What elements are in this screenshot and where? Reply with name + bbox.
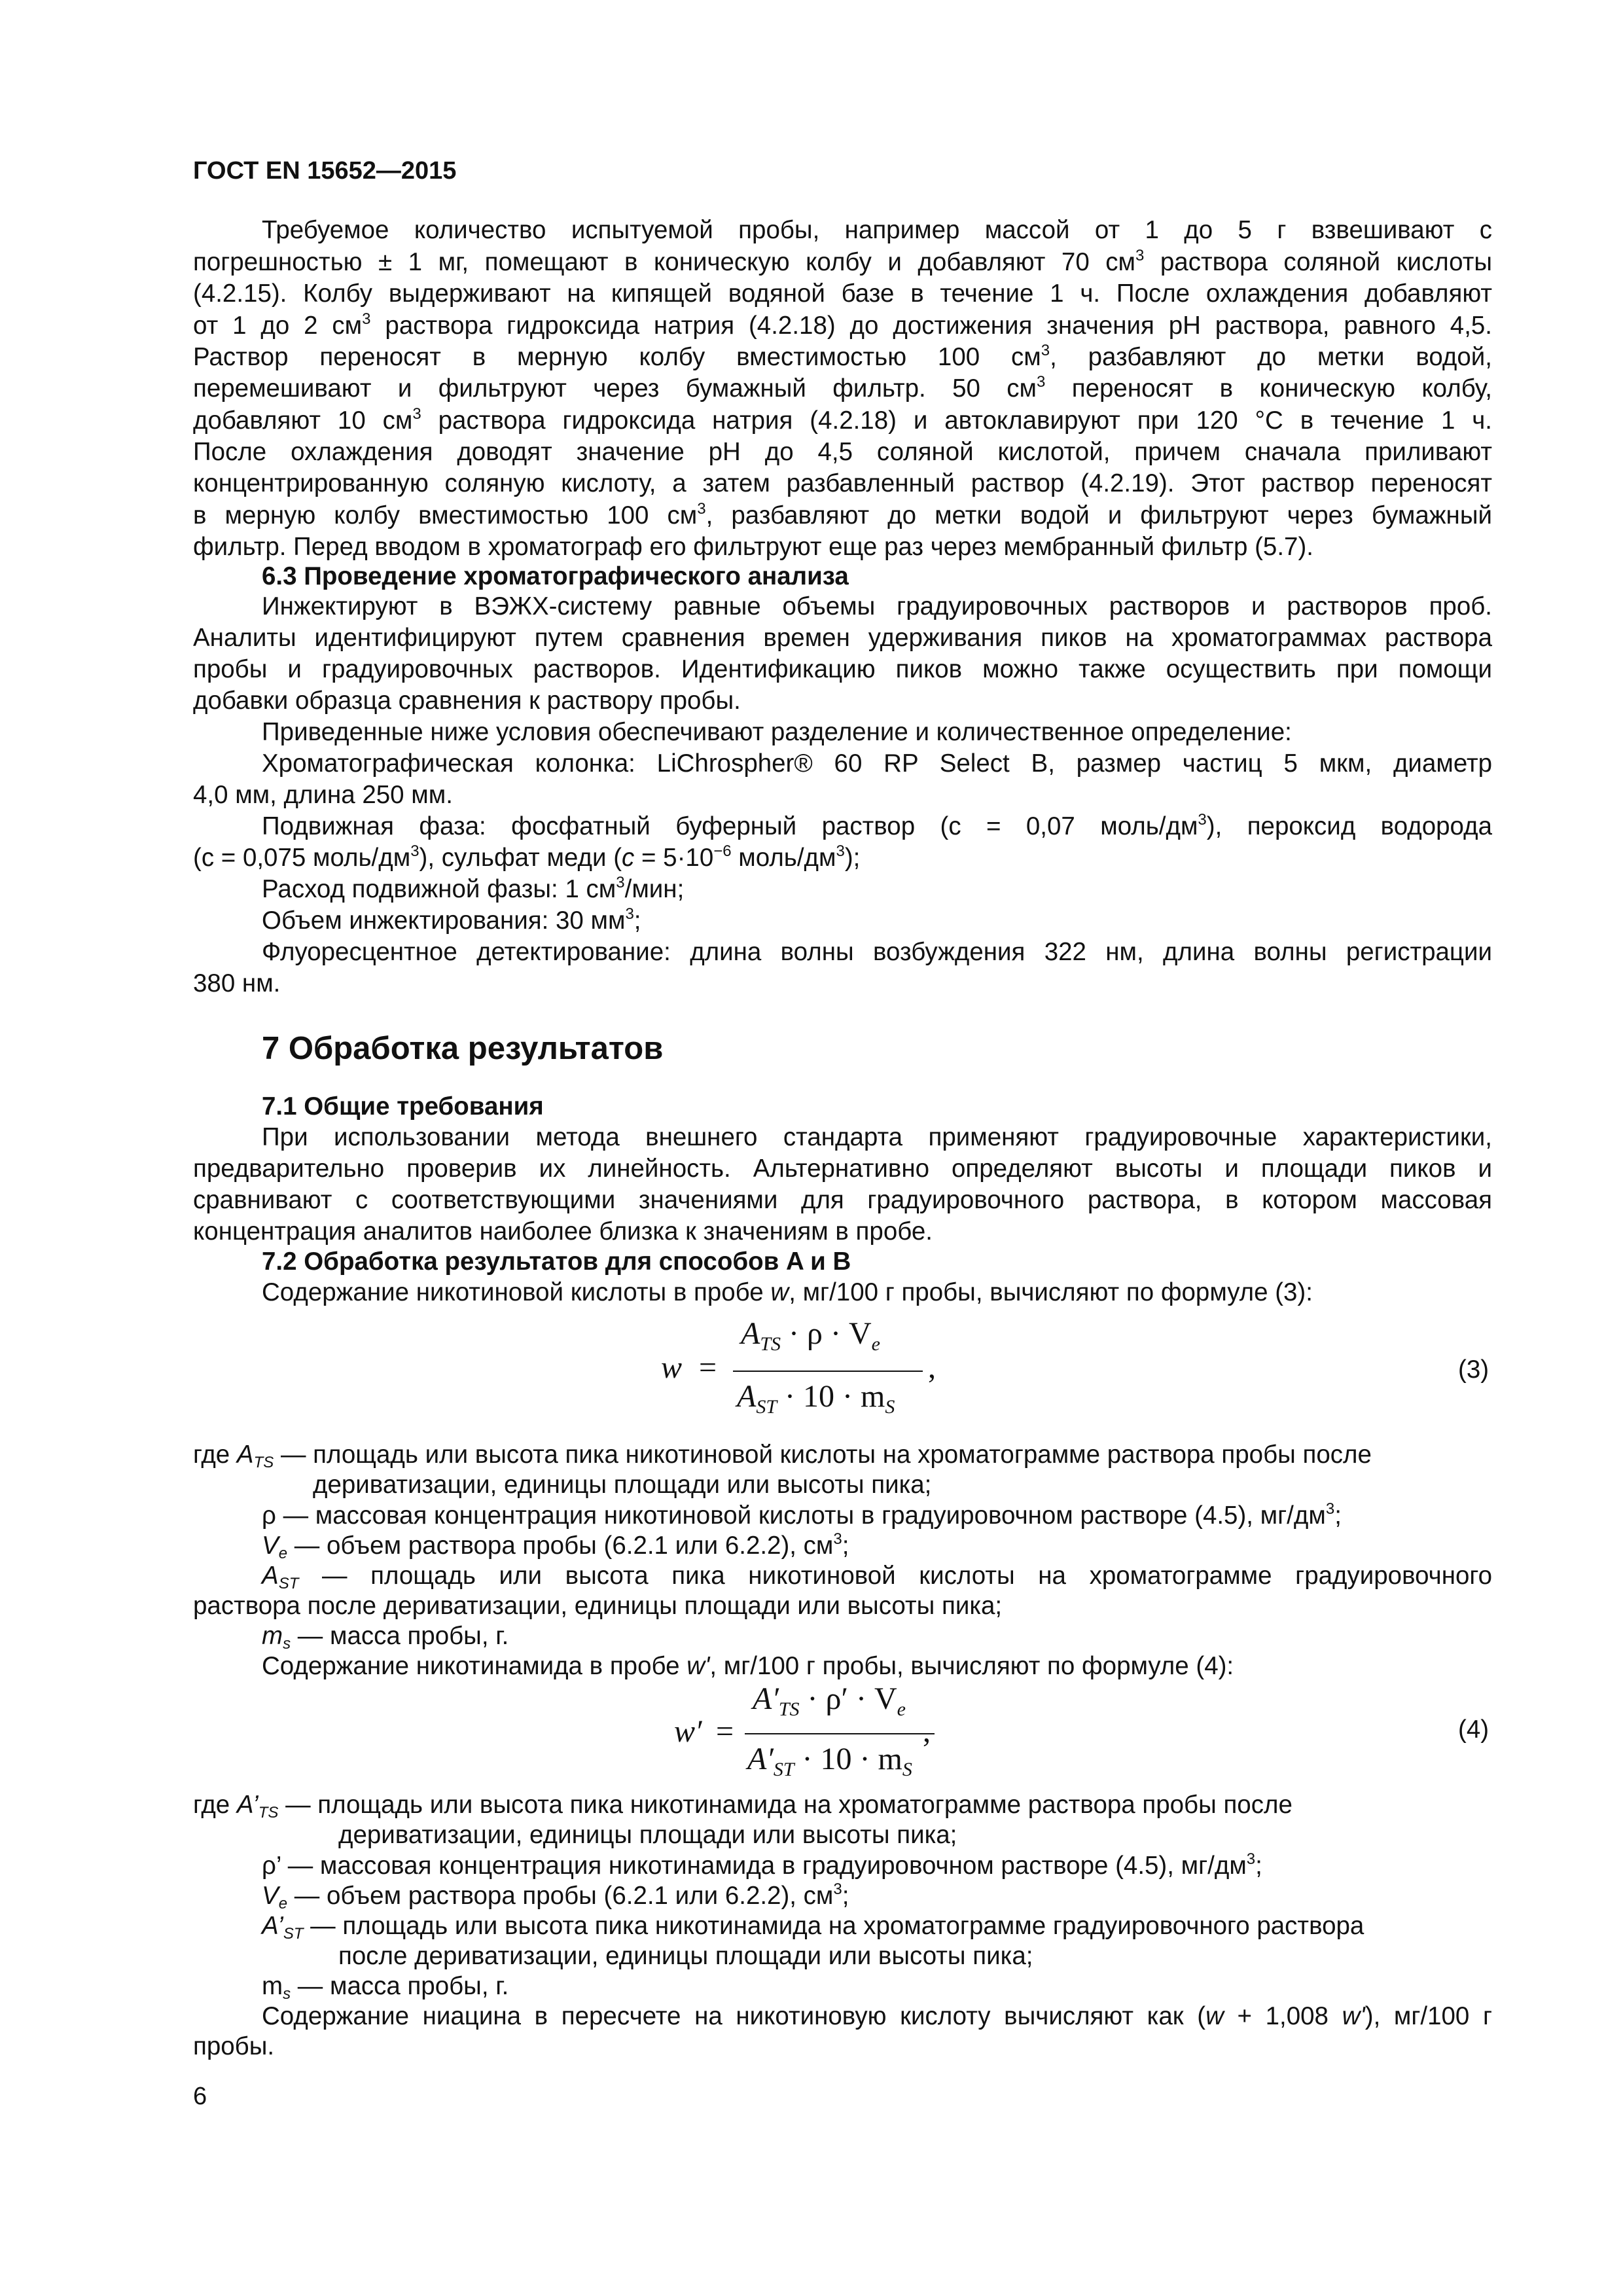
definition-line: ρ — массовая концентрация никотиновой кислоты в градуировочном растворе (4.5), $мг/дм^3$;	[262, 1500, 1342, 1530]
paragraph-line: Инжектируют в ВЭЖХ-систему равные объемы градуировочных растворов и растворов проб.	[262, 592, 1492, 620]
paragraph-line: Флуоресцентное детектирование: длина волны возбуждения 322 нм, длина волны регистрации	[262, 938, 1492, 966]
definition-line: дериватизации, единицы площади или высоты пика;	[313, 1471, 932, 1499]
section-heading-7: 7 Обработка результатов	[262, 1031, 664, 1066]
formula-numerator: $A'_{TS} \cdot \rho' \cdot V_e$	[753, 1681, 906, 1720]
definition-line: где $A_{TS}$ — площадь или высота пика никотиновой кислоты на хроматограмме раствора пробы после	[193, 1441, 1372, 1471]
paragraph-line: фильтр. Перед вводом в хроматограф его фильтруют еще раз через мембранный фильтр (5.7).	[193, 533, 1313, 561]
fraction-bar	[745, 1733, 935, 1734]
paragraph-line: Содержание никотинамида в пробе w', мг/100 г пробы, вычисляют по формуле (4):	[262, 1652, 1234, 1680]
definition-line: где $A’_{TS}$ — площадь или высота пика никотинамида на хроматограмме раствора пробы после	[193, 1791, 1293, 1821]
section-heading-7-2: 7.2 Обработка результатов для способов A и B	[262, 1247, 851, 1276]
paragraph-line: пробы.	[193, 2032, 275, 2060]
paragraph-line: концентрированную соляную кислоту, а затем разбавленный раствор (4.2.19). Этот раствор переносят	[193, 469, 1492, 497]
section-heading-7-1: 7.1 Общие требования	[262, 1092, 544, 1121]
formula-equals: =	[699, 1350, 717, 1385]
formula-comma: ,	[928, 1350, 936, 1385]
formula-number-4: (4)	[1458, 1715, 1489, 1744]
paragraph-line: (с = 0,075 моль/$дм^3$), сульфат меди ($c = 5\cdot 10^{-6}$ моль/$дм^3$);	[193, 842, 861, 872]
paragraph-line: После охлаждения доводят значение pH до 4,5 соляной кислотой, причем сначала приливают	[193, 438, 1492, 466]
paragraph-line: концентрация аналитов наиболее близка к значениям в пробе.	[193, 1217, 933, 1246]
definition-line: $A’_{ST}$ — площадь или высота пика никотинамида на хроматограмме градуировочного раствора	[262, 1912, 1364, 1943]
paragraph-line: Расход подвижной фазы: 1 $см^3$/мин;	[262, 874, 685, 903]
paragraph-line: Требуемое количество испытуемой пробы, например массой от 1 до 5 г взвешивают с	[262, 216, 1492, 244]
page-number: 6	[193, 2083, 207, 2110]
fraction-bar	[733, 1371, 923, 1372]
definition-line: $A_{ST}$ — площадь или высота пика никотиновой кислоты на хроматограмме градуировочного	[262, 1562, 1492, 1592]
paragraph-line: пробы и градуировочных растворов. Идентификацию пиков можно также осуществить при помощи	[193, 655, 1492, 683]
paragraph-line: Раствор переносят в мерную колбу вместимостью 100 $см^3$, разбавляют до метки водой,	[193, 342, 1492, 371]
definition-line: $V_e$ — объем раствора пробы (6.2.1 или 6.2.2), $см^3$;	[262, 1880, 849, 1912]
formula-4	[674, 1681, 936, 1785]
paragraph-line: (4.2.15). Колбу выдерживают на кипящей водяной базе в течение 1 ч. После охлаждения добавляют	[193, 279, 1492, 308]
formula-3	[661, 1316, 936, 1427]
paragraph-line: сравнивают с соответствующими значениями для градуировочного раствора, в котором массовая	[193, 1186, 1492, 1214]
formula-denominator: $A'_{ST} \cdot 10 \cdot m_S$	[747, 1742, 912, 1780]
definition-line: $V_e$ — объем раствора пробы (6.2.1 или 6.2.2), $см^3$;	[262, 1530, 849, 1562]
paragraph-line: 4,0 мм, длина 250 мм.	[193, 781, 453, 809]
paragraph-line: 380 нм.	[193, 969, 281, 997]
paragraph-line: в мерную колбу вместимостью 100 $см^3$, разбавляют до метки водой и фильтруют через бумажный	[193, 500, 1493, 529]
definition-line: $m_s$ — масса пробы, г.	[262, 1972, 509, 2003]
paragraph-line: добавляют 10 $см^3$ раствора гидроксида натрия (4.2.18) и автоклавируют при 120 °C в течение 1 ч.	[193, 405, 1493, 435]
definition-line: раствора после дериватизации, единицы площади или высоты пика;	[193, 1592, 1003, 1620]
paragraph-line: Аналиты идентифицируют путем сравнения времен удерживания пиков на хроматограммах раствора	[193, 624, 1492, 652]
paragraph-line: Подвижная фаза: фосфатный буферный раствор (с = 0,07 моль/$дм^3$), пероксид водорода	[262, 811, 1493, 840]
formula-comma: ,	[923, 1714, 931, 1749]
formula-lhs: w′	[674, 1714, 702, 1749]
formula-equals: =	[716, 1714, 734, 1749]
definition-line: после дериватизации, единицы площади или высоты пика;	[338, 1942, 1033, 1970]
paragraph-line: Содержание ниацина в пересчете на никотиновую кислоту вычисляют как (w + 1,008 w'), мг/100 г	[262, 2002, 1492, 2030]
paragraph-line: погрешностью ± 1 мг, помещают в коническую колбу и добавляют 70 $см^3$ раствора соляной кислоты	[193, 247, 1492, 276]
paragraph-line: перемешивают и фильтруют через бумажный фильтр. 50 $см^3$ переносят в коническую колбу,	[193, 373, 1493, 403]
paragraph-line: добавки образца сравнения к раствору пробы.	[193, 687, 741, 715]
paragraph-line: Содержание никотиновой кислоты в пробе w, мг/100 г пробы, вычисляют по формуле (3):	[262, 1278, 1313, 1306]
paragraph-line: от 1 до 2 $см^3$ раствора гидроксида натрия (4.2.18) до достижения значения pH раствора, равного 4,5.	[193, 310, 1492, 340]
formula-denominator: $A_{ST} \cdot 10 \cdot m_S$	[737, 1379, 895, 1418]
paragraph-line: Хроматографическая колонка: LiChrospher® 60 RP Select B, размер частиц 5 мкм, диаметр	[262, 749, 1492, 778]
formula-numerator: $A_{TS} \cdot \rho \cdot V_e$	[741, 1316, 880, 1355]
definition-line: $m_s$ — масса пробы, г.	[262, 1622, 509, 1653]
paragraph-line: Приведенные ниже условия обеспечивают разделение и количественное определение:	[262, 718, 1292, 746]
definition-line: ρ’ — массовая концентрация никотинамида в градуировочном растворе (4.5), $мг/дм^3$;	[262, 1850, 1262, 1880]
paragraph-line: предварительно проверив их линейность. Альтернативно определяют высоты и площади пиков и	[193, 1155, 1492, 1183]
paragraph-line: Объем инжектирования: 30 $мм^3$;	[262, 905, 641, 935]
paragraph-line: При использовании метода внешнего стандарта применяют градуировочные характеристики,	[262, 1123, 1492, 1151]
formula-number-3: (3)	[1458, 1355, 1489, 1384]
formula-lhs: w	[661, 1350, 683, 1385]
document-header: ГОСТ EN 15652—2015	[193, 157, 457, 185]
section-heading-6-3: 6.3 Проведение хроматографического анализа	[262, 562, 849, 590]
definition-line: дериватизации, единицы площади или высоты пика;	[338, 1821, 957, 1849]
